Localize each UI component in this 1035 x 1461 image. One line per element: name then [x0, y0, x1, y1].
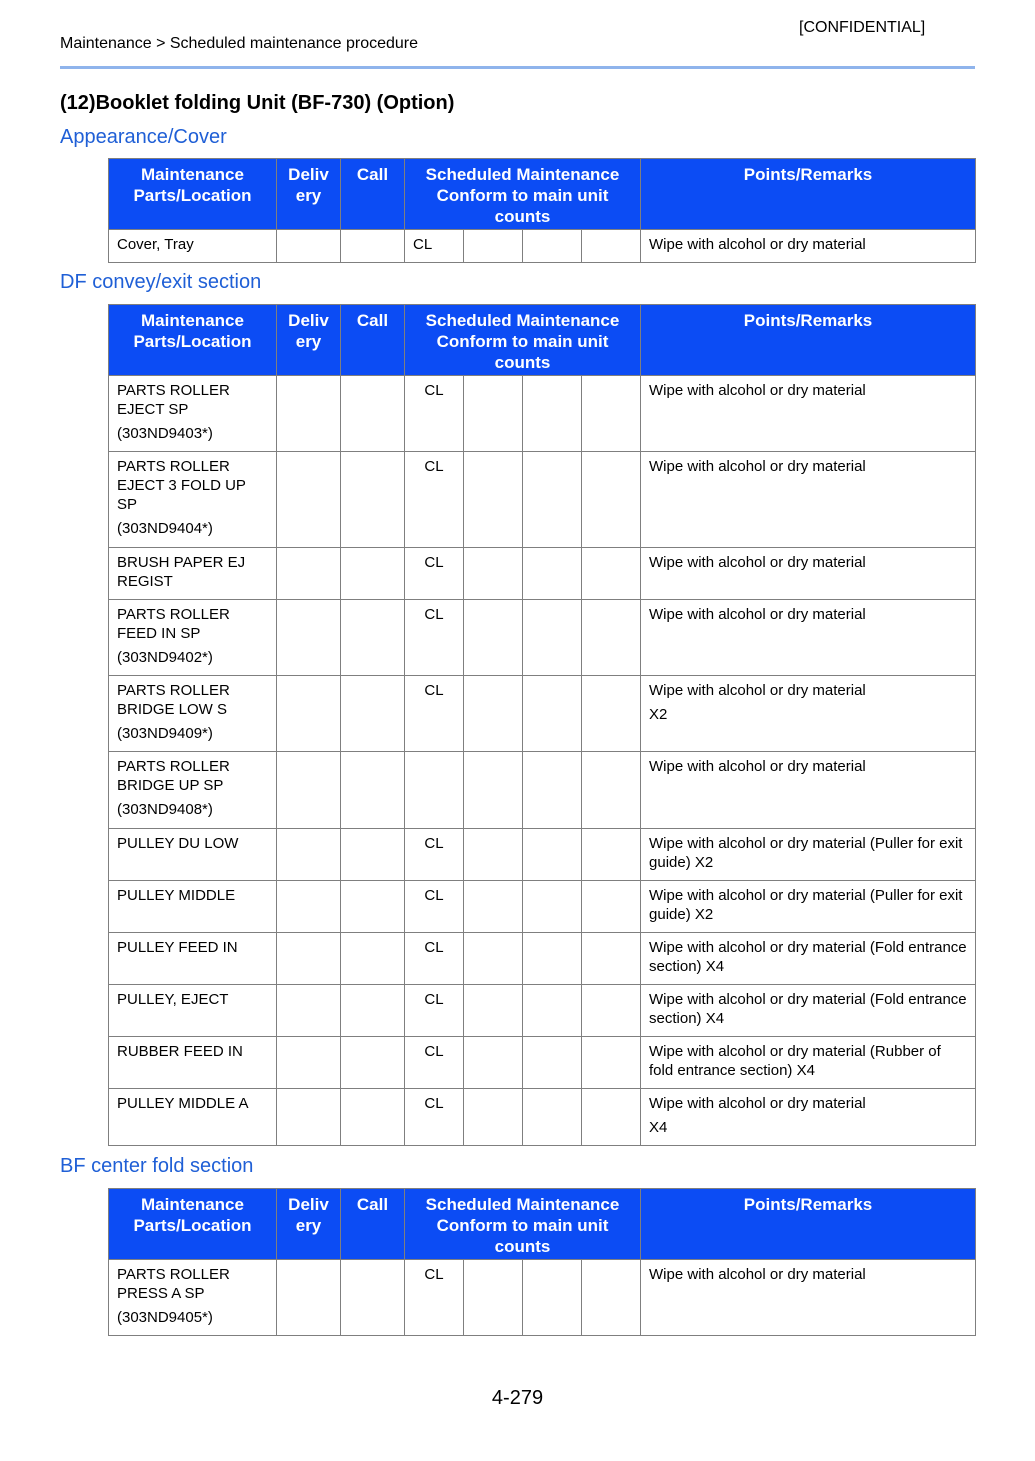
- section-heading: BF center fold section: [60, 1155, 254, 1177]
- page-title: (12)Booklet folding Unit (BF-730) (Option): [60, 92, 455, 114]
- part-name: PARTS ROLLER EJECT 3 FOLD UP SP (303ND9404*): [109, 452, 277, 548]
- table-row: [109, 376, 976, 452]
- part-name: PULLEY MIDDLE A: [109, 1089, 277, 1146]
- table-row: [109, 1037, 976, 1089]
- header-delivery: Deliv ery: [277, 1189, 341, 1260]
- cl-mark: CL: [405, 1260, 464, 1336]
- cl-mark: CL: [405, 829, 464, 881]
- table-row: [109, 600, 976, 676]
- cl-mark: CL: [405, 1089, 464, 1146]
- part-name: RUBBER FEED IN: [109, 1037, 277, 1089]
- maintenance-table: [108, 1188, 976, 1336]
- cl-mark: CL: [405, 600, 464, 676]
- remark: Wipe with alcohol or dry material (Puller for exit guide) X2: [641, 881, 976, 933]
- header-call: Call: [341, 1189, 405, 1260]
- remark: Wipe with alcohol or dry material (Fold entrance section) X4: [641, 985, 976, 1037]
- table-row: [109, 829, 976, 881]
- header-scheduled: Scheduled Maintenance Conform to main unit counts: [405, 305, 641, 376]
- remark: Wipe with alcohol or dry material (Puller for exit guide) X2: [641, 829, 976, 881]
- confidential-label: [CONFIDENTIAL]: [799, 19, 926, 36]
- table-row: [109, 676, 976, 752]
- remark: Wipe with alcohol or dry material: [641, 230, 976, 263]
- table-row: [109, 933, 976, 985]
- header-scheduled: Scheduled Maintenance Conform to main unit counts: [405, 1189, 641, 1260]
- part-name: PULLEY, EJECT: [109, 985, 277, 1037]
- header-call: Call: [341, 159, 405, 230]
- part-name: PARTS ROLLER PRESS A SP (303ND9405*): [109, 1260, 277, 1336]
- cl-mark: CL: [405, 1037, 464, 1089]
- remark: Wipe with alcohol or dry material X4: [641, 1089, 976, 1146]
- part-name: PULLEY FEED IN: [109, 933, 277, 985]
- maintenance-table: [108, 304, 976, 1146]
- part-name: PULLEY MIDDLE: [109, 881, 277, 933]
- cl-mark: CL: [405, 881, 464, 933]
- table-header-row: [109, 305, 976, 376]
- table-row: [109, 752, 976, 829]
- remark: Wipe with alcohol or dry material: [641, 600, 976, 676]
- part-name: BRUSH PAPER EJ REGIST: [109, 548, 277, 600]
- breadcrumb: Maintenance > Scheduled maintenance procedure: [60, 35, 419, 52]
- page-number: 4-279: [491, 1387, 544, 1409]
- cl-mark: CL: [405, 376, 464, 452]
- table-row: [109, 881, 976, 933]
- cl-mark: [405, 752, 464, 829]
- cl-mark: CL: [405, 548, 464, 600]
- header-remarks: Points/Remarks: [641, 159, 976, 230]
- section-heading: DF convey/exit section: [60, 271, 262, 293]
- remark: Wipe with alcohol or dry material: [641, 452, 976, 548]
- table-row: [109, 1260, 976, 1336]
- remark: Wipe with alcohol or dry material (Fold entrance section) X4: [641, 933, 976, 985]
- part-name: PARTS ROLLER EJECT SP (303ND9403*): [109, 376, 277, 452]
- remark: Wipe with alcohol or dry material X2: [641, 676, 976, 752]
- part-name: Cover, Tray: [109, 230, 277, 263]
- cl-mark: CL: [405, 985, 464, 1037]
- table-header-row: [109, 1189, 976, 1260]
- part-code: (303ND9404*): [117, 520, 213, 537]
- header-parts: Maintenance Parts/Location: [109, 1189, 277, 1260]
- part-name: PARTS ROLLER BRIDGE LOW S (303ND9409*): [109, 676, 277, 752]
- part-code: (303ND9405*): [117, 1309, 213, 1326]
- remark: Wipe with alcohol or dry material: [641, 376, 976, 452]
- cl-mark: CL: [405, 230, 464, 263]
- table-row: [109, 1089, 976, 1146]
- header-remarks: Points/Remarks: [641, 305, 976, 376]
- part-code: (303ND9408*): [117, 801, 213, 818]
- header-scheduled: Scheduled Maintenance Conform to main unit counts: [405, 159, 641, 230]
- remark-quantity: X2: [649, 706, 668, 723]
- remark-quantity: X4: [649, 1119, 668, 1136]
- remark: Wipe with alcohol or dry material: [641, 548, 976, 600]
- part-code: (303ND9403*): [117, 425, 213, 442]
- remark: Wipe with alcohol or dry material: [641, 752, 976, 829]
- header-parts: Maintenance Parts/Location: [109, 159, 277, 230]
- part-name: PARTS ROLLER FEED IN SP (303ND9402*): [109, 600, 277, 676]
- section-heading: Appearance/Cover: [60, 126, 227, 148]
- header-parts: Maintenance Parts/Location: [109, 305, 277, 376]
- header-divider: [60, 66, 975, 69]
- table-row: [109, 230, 976, 263]
- cl-mark: CL: [405, 452, 464, 548]
- table-row: [109, 548, 976, 600]
- header-delivery: Deliv ery: [277, 159, 341, 230]
- header-call: Call: [341, 305, 405, 376]
- part-name: PULLEY DU LOW: [109, 829, 277, 881]
- maintenance-table: [108, 158, 976, 263]
- remark: Wipe with alcohol or dry material: [641, 1260, 976, 1336]
- remark: Wipe with alcohol or dry material (Rubber of fold entrance section) X4: [641, 1037, 976, 1089]
- cl-mark: CL: [405, 676, 464, 752]
- table-header-row: [109, 159, 976, 230]
- cl-mark: CL: [405, 933, 464, 985]
- header-remarks: Points/Remarks: [641, 1189, 976, 1260]
- part-code: (303ND9402*): [117, 649, 213, 666]
- part-name: PARTS ROLLER BRIDGE UP SP (303ND9408*): [109, 752, 277, 829]
- table-row: [109, 452, 976, 548]
- table-row: [109, 985, 976, 1037]
- part-code: (303ND9409*): [117, 725, 213, 742]
- header-delivery: Deliv ery: [277, 305, 341, 376]
